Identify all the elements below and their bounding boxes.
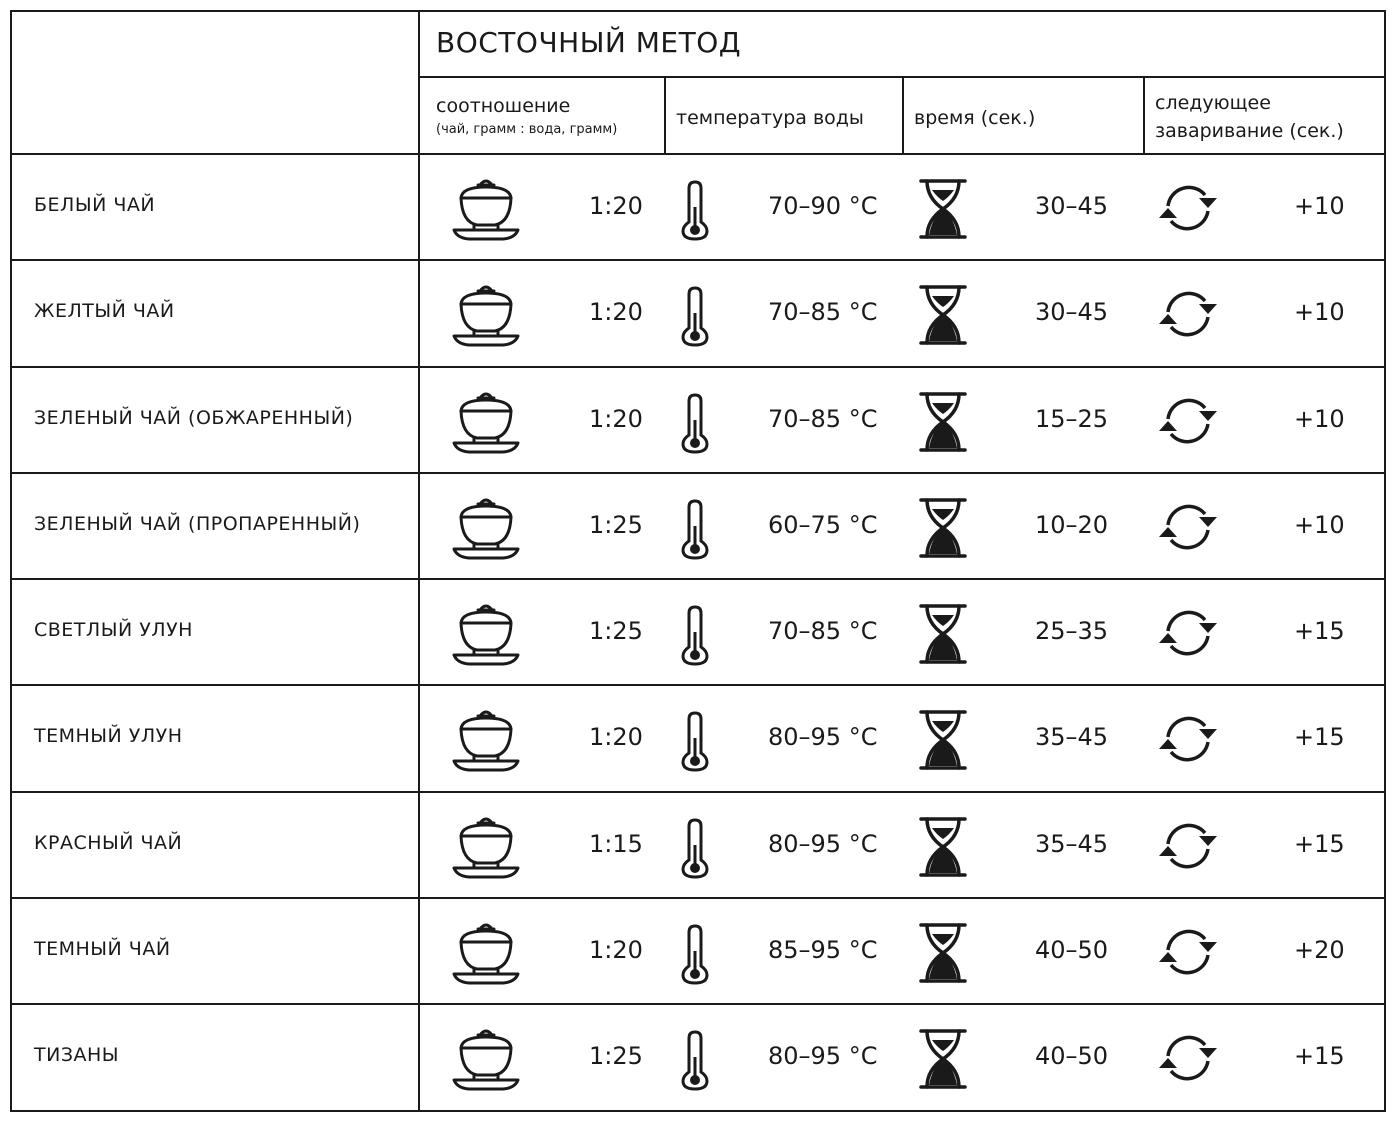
hourglass-icon (919, 603, 967, 669)
tea-type-label: ТИЗАНЫ (34, 1044, 120, 1066)
thermometer-icon (680, 817, 710, 883)
next-brew-value: +20 (1294, 936, 1345, 964)
tea-type-label: ЗЕЛЕНЫЙ ЧАЙ (ПРОПАРЕННЫЙ) (34, 513, 361, 535)
thermometer-icon (680, 604, 710, 670)
ratio-value: 1:15 (589, 830, 643, 858)
tea-type-label: КРАСНЫЙ ЧАЙ (34, 832, 183, 854)
temperature-value: 80–95 °C (768, 723, 878, 751)
temperature-value: 80–95 °C (768, 1042, 878, 1070)
gaiwan-icon (451, 282, 521, 352)
gaiwan-icon (451, 1026, 521, 1096)
gaiwan-icon (451, 389, 521, 459)
thermometer-icon (680, 498, 710, 564)
temperature-value: 85–95 °C (768, 936, 878, 964)
ratio-value: 1:20 (589, 723, 643, 751)
tea-type-label: БЕЛЫЙ ЧАЙ (34, 194, 156, 216)
refresh-icon (1157, 391, 1219, 455)
thermometer-icon (680, 285, 710, 351)
refresh-icon (1157, 922, 1219, 986)
gaiwan-icon (451, 495, 521, 565)
next-brew-value: +15 (1294, 830, 1345, 858)
hourglass-icon (919, 497, 967, 563)
next-brew-value: +15 (1294, 617, 1345, 645)
temperature-value: 70–85 °C (768, 298, 878, 326)
hourglass-icon (919, 816, 967, 882)
next-brew-column-header: следующее (1155, 92, 1271, 114)
thermometer-icon (680, 710, 710, 776)
ratio-value: 1:25 (589, 511, 643, 539)
ratio-value: 1:25 (589, 617, 643, 645)
next-brew-value: +15 (1294, 723, 1345, 751)
next-brew-value: +15 (1294, 1042, 1345, 1070)
next-brew-column-header-line2: заваривание (сек.) (1155, 120, 1344, 142)
thermometer-icon (680, 1029, 710, 1095)
time-value: 35–45 (1035, 830, 1109, 858)
tea-type-label: ЗЕЛЕНЫЙ ЧАЙ (ОБЖАРЕННЫЙ) (34, 407, 354, 429)
refresh-icon (1157, 497, 1219, 561)
temperature-value: 70–85 °C (768, 405, 878, 433)
temperature-value: 80–95 °C (768, 830, 878, 858)
next-brew-value: +10 (1294, 405, 1345, 433)
ratio-value: 1:20 (589, 298, 643, 326)
next-brew-value: +10 (1294, 511, 1345, 539)
hourglass-icon (919, 709, 967, 775)
time-value: 40–50 (1035, 1042, 1109, 1070)
thermometer-icon (680, 923, 710, 989)
time-value: 40–50 (1035, 936, 1109, 964)
tea-type-label: ТЕМНЫЙ УЛУН (34, 725, 183, 747)
refresh-icon (1157, 178, 1219, 242)
temperature-value: 70–90 °C (768, 192, 878, 220)
temperature-column-header: температура воды (676, 107, 864, 129)
gaiwan-icon (451, 176, 521, 246)
temperature-value: 60–75 °C (768, 511, 878, 539)
hourglass-icon (919, 284, 967, 350)
ratio-value: 1:20 (589, 936, 643, 964)
refresh-icon (1157, 284, 1219, 348)
next-brew-value: +10 (1294, 298, 1345, 326)
thermometer-icon (680, 392, 710, 458)
gaiwan-icon (451, 707, 521, 777)
refresh-icon (1157, 603, 1219, 667)
time-value: 35–45 (1035, 723, 1109, 751)
ratio-value: 1:20 (589, 192, 643, 220)
tea-type-label: ТЕМНЫЙ ЧАЙ (34, 938, 171, 960)
tea-type-label: ЖЕЛТЫЙ ЧАЙ (34, 300, 175, 322)
refresh-icon (1157, 1028, 1219, 1092)
tea-type-label: СВЕТЛЫЙ УЛУН (34, 619, 193, 641)
hourglass-icon (919, 922, 967, 988)
time-value: 25–35 (1035, 617, 1109, 645)
time-value: 10–20 (1035, 511, 1109, 539)
time-value: 30–45 (1035, 298, 1109, 326)
ratio-value: 1:25 (589, 1042, 643, 1070)
thermometer-icon (680, 179, 710, 245)
time-value: 15–25 (1035, 405, 1109, 433)
gaiwan-icon (451, 601, 521, 671)
hourglass-icon (919, 178, 967, 244)
ratio-column-subheader: (чай, грамм : вода, грамм) (436, 122, 618, 137)
ratio-value: 1:20 (589, 405, 643, 433)
table-title: ВОСТОЧНЫЙ МЕТОД (436, 26, 742, 59)
time-column-header: время (сек.) (914, 107, 1036, 129)
refresh-icon (1157, 709, 1219, 773)
ratio-column-header: соотношение (436, 95, 571, 117)
hourglass-icon (919, 1028, 967, 1094)
next-brew-value: +10 (1294, 192, 1345, 220)
gaiwan-icon (451, 920, 521, 990)
time-value: 30–45 (1035, 192, 1109, 220)
hourglass-icon (919, 391, 967, 457)
temperature-value: 70–85 °C (768, 617, 878, 645)
refresh-icon (1157, 816, 1219, 880)
gaiwan-icon (451, 814, 521, 884)
